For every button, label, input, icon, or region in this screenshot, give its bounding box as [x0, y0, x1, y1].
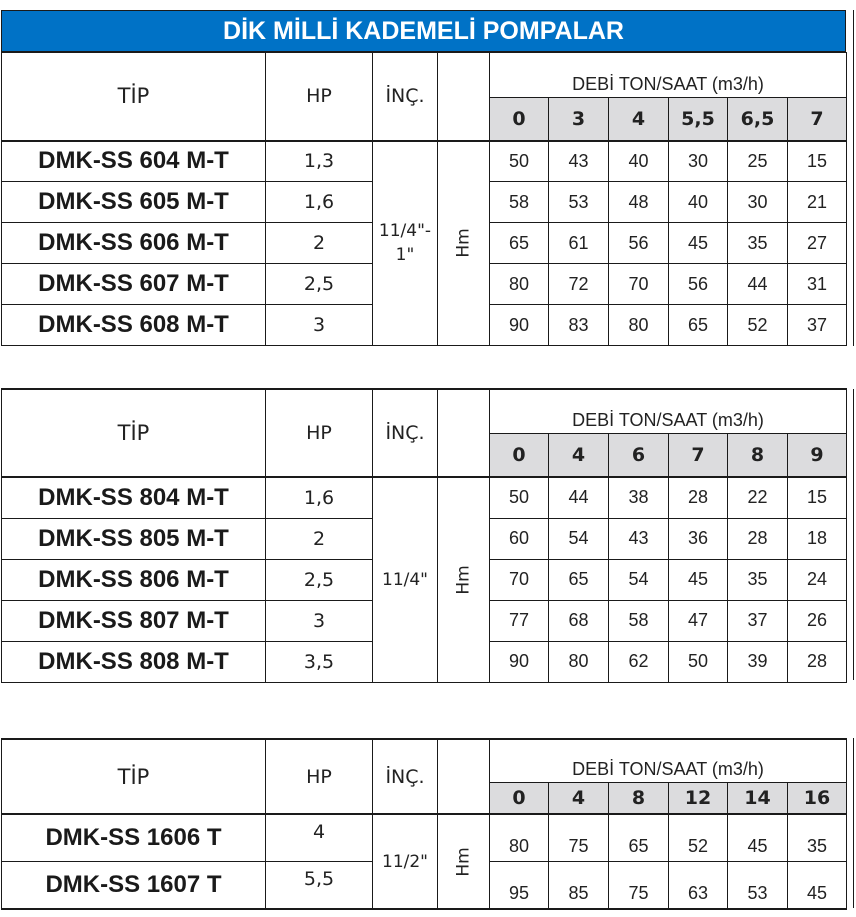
header-hp: HP: [266, 53, 373, 141]
head-value: 65: [669, 305, 728, 346]
hp-value: 4: [266, 814, 373, 861]
header-inch: İNÇ.: [373, 389, 438, 477]
head-value: 37: [788, 305, 847, 346]
head-value: 65: [609, 814, 669, 861]
head-value: 50: [490, 477, 549, 518]
header-unit-blank: [438, 389, 490, 477]
head-value: 45: [669, 223, 728, 264]
head-value: 68: [549, 600, 609, 641]
head-value: 47: [669, 600, 728, 641]
head-value: 15: [788, 477, 847, 518]
head-value: 37: [728, 600, 788, 641]
flow-value: 3: [549, 98, 609, 141]
flow-value: 8: [609, 782, 669, 814]
hp-value: 3,5: [266, 641, 373, 682]
head-value: 30: [669, 141, 728, 182]
head-value: 52: [728, 305, 788, 346]
head-value: 39: [728, 641, 788, 682]
head-value: 28: [669, 477, 728, 518]
head-value: 36: [669, 518, 728, 559]
model-name: DMK-SS 1606 T: [2, 814, 266, 861]
inch-value: [373, 477, 438, 682]
table-row: [2, 477, 847, 518]
head-value: 40: [609, 141, 669, 182]
flow-value: 12: [669, 782, 728, 814]
page-title: DİK MİLLİ KADEMELİ POMPALAR: [1, 10, 846, 53]
head-value: 58: [490, 182, 549, 223]
model-name: DMK-SS 808 M-T: [2, 641, 266, 682]
head-value: 90: [490, 641, 549, 682]
head-value: 58: [609, 600, 669, 641]
head-value: 60: [490, 518, 549, 559]
head-value: 85: [549, 861, 609, 909]
header-hp: HP: [266, 739, 373, 814]
header-type: TİP: [2, 739, 266, 814]
head-value: 24: [788, 559, 847, 600]
flow-value: 0: [490, 433, 549, 477]
head-value: 38: [609, 477, 669, 518]
flow-value: 14: [728, 782, 788, 814]
flow-value: 4: [549, 433, 609, 477]
flow-value: 8: [728, 433, 788, 477]
unit-label: Hm: [453, 228, 474, 258]
model-name: DMK-SS 604 M-T: [2, 141, 266, 182]
flow-value: 6: [609, 433, 669, 477]
head-value: 80: [490, 814, 549, 861]
head-value: 65: [549, 559, 609, 600]
hp-value: 1,6: [266, 477, 373, 518]
inch-line-1: 11/4"-: [378, 221, 432, 242]
head-value: 90: [490, 305, 549, 346]
head-value: 25: [728, 141, 788, 182]
flow-value: 4: [609, 98, 669, 141]
table-row: [2, 814, 847, 861]
head-value: 77: [490, 600, 549, 641]
head-value: 21: [788, 182, 847, 223]
head-value: 80: [490, 264, 549, 305]
flow-value: 4: [549, 782, 609, 814]
unit-cell: [438, 477, 490, 682]
header-inch: İNÇ.: [373, 53, 438, 141]
head-value: 27: [788, 223, 847, 264]
unit-label: Hm: [453, 565, 474, 595]
inch-line-2: 1": [395, 245, 415, 266]
flow-value: 0: [490, 98, 549, 141]
header-hp: HP: [266, 389, 373, 477]
head-value: 62: [609, 641, 669, 682]
head-value: 22: [728, 477, 788, 518]
unit-label: Hm: [453, 846, 474, 877]
header-inch: İNÇ.: [373, 739, 438, 814]
head-value: 26: [788, 600, 847, 641]
hp-value: 2,5: [266, 264, 373, 305]
head-value: 43: [609, 518, 669, 559]
flow-value: 16: [788, 782, 847, 814]
flow-value: 7: [669, 433, 728, 477]
head-value: 70: [609, 264, 669, 305]
hp-value: 2: [266, 518, 373, 559]
flow-value: 6,5: [728, 98, 788, 141]
head-value: 30: [728, 182, 788, 223]
head-value: 65: [490, 223, 549, 264]
model-name: DMK-SS 607 M-T: [2, 264, 266, 305]
head-value: 56: [669, 264, 728, 305]
head-value: 43: [549, 141, 609, 182]
head-value: 83: [549, 305, 609, 346]
head-value: 70: [490, 559, 549, 600]
flow-value: 9: [788, 433, 847, 477]
model-name: DMK-SS 806 M-T: [2, 559, 266, 600]
head-value: 75: [549, 814, 609, 861]
hp-value: 1,6: [266, 182, 373, 223]
head-value: 35: [728, 223, 788, 264]
head-value: 50: [669, 641, 728, 682]
head-value: 35: [788, 814, 847, 861]
head-value: 72: [549, 264, 609, 305]
head-value: 54: [609, 559, 669, 600]
head-value: 54: [549, 518, 609, 559]
hp-value: 1,3: [266, 141, 373, 182]
head-value: 56: [609, 223, 669, 264]
unit-cell: [438, 141, 490, 346]
header-flow-label: DEBİ TON/SAAT (m3/h): [490, 53, 847, 98]
head-value: 50: [490, 141, 549, 182]
header-flow-label: DEBİ TON/SAAT (m3/h): [490, 389, 847, 433]
head-value: 53: [549, 182, 609, 223]
head-value: 44: [549, 477, 609, 518]
hp-value: 2: [266, 223, 373, 264]
model-name: DMK-SS 807 M-T: [2, 600, 266, 641]
flow-value: 5,5: [669, 98, 728, 141]
head-value: 45: [728, 814, 788, 861]
pump-table-1600-series: [1, 738, 847, 910]
hp-value: 3: [266, 305, 373, 346]
inch-line-1: 11/4": [382, 569, 428, 590]
head-value: 75: [609, 861, 669, 909]
head-value: 45: [788, 861, 847, 909]
table-row: [2, 141, 847, 182]
hp-value: 2,5: [266, 559, 373, 600]
model-name: DMK-SS 804 M-T: [2, 477, 266, 518]
head-value: 48: [609, 182, 669, 223]
head-value: 63: [669, 861, 728, 909]
head-value: 53: [728, 861, 788, 909]
head-value: 44: [728, 264, 788, 305]
head-value: 80: [549, 641, 609, 682]
head-value: 95: [490, 861, 549, 909]
head-value: 18: [788, 518, 847, 559]
head-value: 28: [728, 518, 788, 559]
pump-table-800-series: [1, 388, 847, 683]
model-name: DMK-SS 608 M-T: [2, 305, 266, 346]
pump-table-600-series: [1, 52, 847, 346]
model-name: DMK-SS 1607 T: [2, 861, 266, 909]
head-value: 28: [788, 641, 847, 682]
header-unit-blank: [438, 739, 490, 814]
hp-value: 3: [266, 600, 373, 641]
head-value: 35: [728, 559, 788, 600]
header-type: TİP: [2, 389, 266, 477]
inch-value: [373, 814, 438, 909]
head-value: 45: [669, 559, 728, 600]
unit-cell: [438, 814, 490, 909]
head-value: 40: [669, 182, 728, 223]
head-value: 15: [788, 141, 847, 182]
hp-value: 5,5: [266, 861, 373, 909]
model-name: DMK-SS 805 M-T: [2, 518, 266, 559]
flow-value: 7: [788, 98, 847, 141]
head-value: 61: [549, 223, 609, 264]
header-unit-blank: [438, 53, 490, 141]
model-name: DMK-SS 606 M-T: [2, 223, 266, 264]
header-type: TİP: [2, 53, 266, 141]
model-name: DMK-SS 605 M-T: [2, 182, 266, 223]
header-flow-label: DEBİ TON/SAAT (m3/h): [490, 739, 847, 782]
inch-line-1: 11/2": [382, 851, 428, 872]
head-value: 31: [788, 264, 847, 305]
head-value: 52: [669, 814, 728, 861]
inch-value: [373, 141, 438, 346]
flow-value: 0: [490, 782, 549, 814]
head-value: 80: [609, 305, 669, 346]
